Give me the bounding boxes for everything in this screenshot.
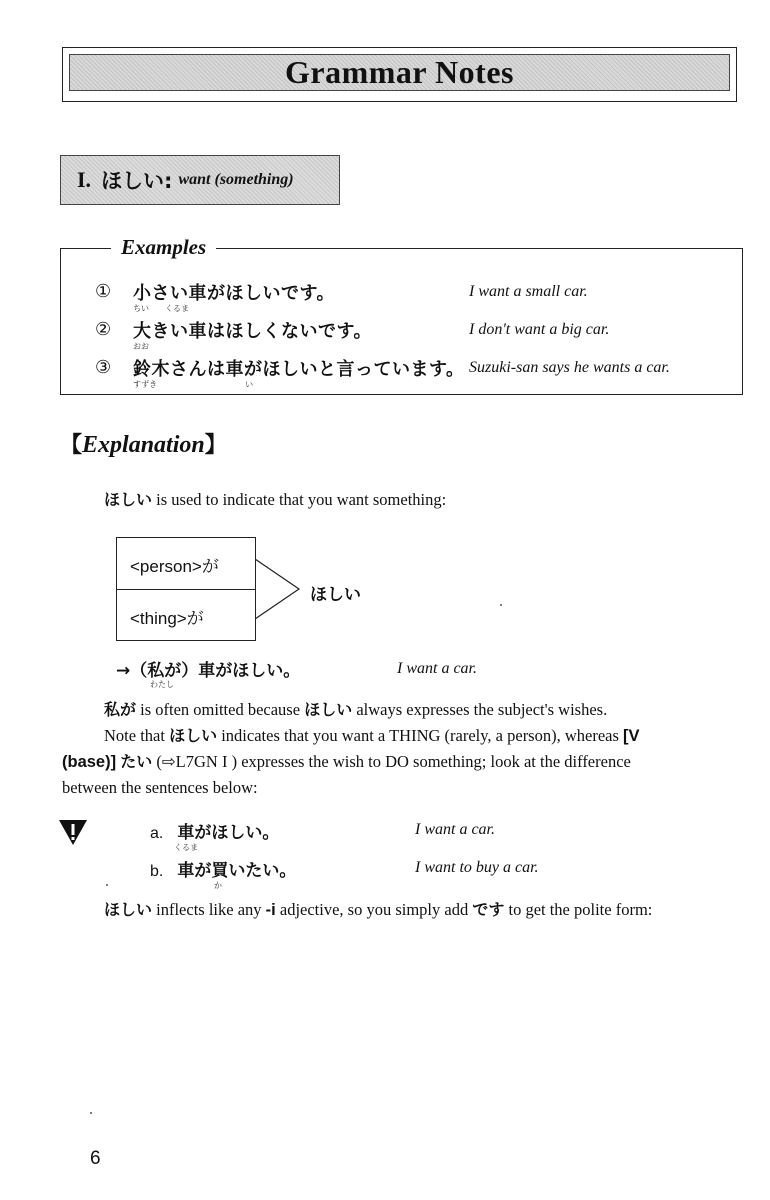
examples-box	[60, 235, 743, 395]
p2-jp-hoshii: ほしい	[304, 700, 353, 719]
section-number: I.	[77, 167, 92, 192]
header-banner-inner	[69, 54, 730, 91]
diagram-thing: <thing>が	[130, 609, 204, 628]
arrow-example-reading: わたし	[150, 680, 174, 689]
arrow-example-en: I want a car.	[397, 660, 477, 677]
structure-diagram	[116, 537, 316, 642]
explanation-heading-text: Explanation	[82, 432, 205, 458]
p3-jp-tai: たい	[120, 752, 153, 771]
scan-speck	[90, 1112, 92, 1114]
p3-jp-hoshii: ほしい	[169, 726, 218, 745]
bracket-open: 【	[60, 433, 83, 458]
explanation-heading	[60, 428, 227, 459]
p2-text-end: always expresses the subject's wishes.	[352, 700, 608, 719]
paragraph-omitted	[104, 697, 607, 723]
p3-text-b: indicates that you want a THING (rarely, a person), whereas	[217, 726, 624, 745]
example-row	[61, 317, 742, 355]
example-reading: おお	[133, 342, 149, 351]
p3-text-g: between the sentences below:	[62, 778, 258, 797]
comparison-en: I want to buy a car.	[415, 859, 539, 876]
arrow-example-jp: →（私が）車がほしい。	[116, 661, 301, 681]
example-row	[61, 279, 742, 317]
paragraph-note-line3	[62, 775, 258, 801]
section-title-jp: ほしい:	[101, 169, 173, 193]
p4-jp-hoshii: ほしい	[104, 900, 153, 919]
comparison-jp: 車が買いたい。	[177, 861, 297, 881]
example-jp: 大きい車はほしくないです。	[133, 321, 373, 342]
comparison-en: I want a car.	[415, 821, 495, 838]
comparison-b	[150, 856, 296, 881]
p4-jp-desu: です	[472, 900, 505, 919]
example-reading: すずき い	[133, 380, 254, 389]
p3-bracket-v: [V	[623, 727, 640, 745]
example-en: I want a small car.	[469, 283, 588, 300]
diagram-bracket-arrow	[255, 537, 305, 641]
example-number: ③	[95, 357, 112, 378]
comparison-label: a.	[150, 825, 164, 842]
paragraph-inflects	[104, 897, 652, 923]
example-reading: ちい くるま	[133, 304, 189, 313]
bracket-close: 】	[204, 433, 227, 458]
example-row	[61, 355, 742, 393]
example-number: ①	[95, 281, 112, 302]
header-banner	[62, 47, 737, 102]
page-number: 6	[90, 1148, 101, 1169]
example-en: Suzuki-san says he wants a car.	[469, 359, 670, 376]
diagram-person: <person>が	[130, 557, 219, 576]
example-en: I don't want a big car.	[469, 321, 610, 338]
p2-text: is often omitted because	[136, 700, 305, 719]
section-heading	[60, 155, 340, 205]
scan-speck	[500, 604, 502, 606]
intro-paragraph	[104, 487, 446, 513]
examples-legend: Examples	[111, 235, 216, 260]
comparison-reading: か	[214, 881, 222, 890]
example-number: ②	[95, 319, 112, 340]
p4-text-d: to get the polite form:	[504, 900, 653, 919]
page-title: Grammar Notes	[285, 54, 514, 90]
example-jp: 鈴木さんは車がほしいと言っています。	[133, 359, 465, 380]
p3-base: (base)]	[62, 753, 117, 771]
p4-i: -i	[265, 901, 276, 919]
intro-jp: ほしい	[104, 490, 153, 509]
paragraph-note-line2	[62, 749, 631, 775]
p4-text-a: inflects like any	[152, 900, 266, 919]
comparison-label: b.	[150, 863, 164, 880]
example-jp: 小さい車がほしいです。	[133, 283, 336, 304]
p3-text-f: (⇨L7GN I ) expresses the wish to DO something; look at the difference	[152, 752, 631, 771]
p2-jp-watashi: 私が	[104, 700, 137, 719]
warning-icon	[58, 818, 88, 846]
comparison-a	[150, 818, 279, 843]
section-title-en: want (something)	[178, 171, 294, 188]
diagram-result: ほしい	[310, 585, 361, 605]
paragraph-note-line1	[104, 723, 640, 749]
p4-text-c: adjective, so you simply add	[275, 900, 473, 919]
scan-speck	[106, 884, 108, 886]
comparison-reading: くるま	[174, 843, 198, 852]
intro-text: is used to indicate that you want something:	[152, 490, 447, 509]
diagram-divider	[116, 589, 256, 590]
p3-text-a: Note that	[104, 726, 170, 745]
comparison-jp: 車がほしい。	[177, 823, 280, 843]
